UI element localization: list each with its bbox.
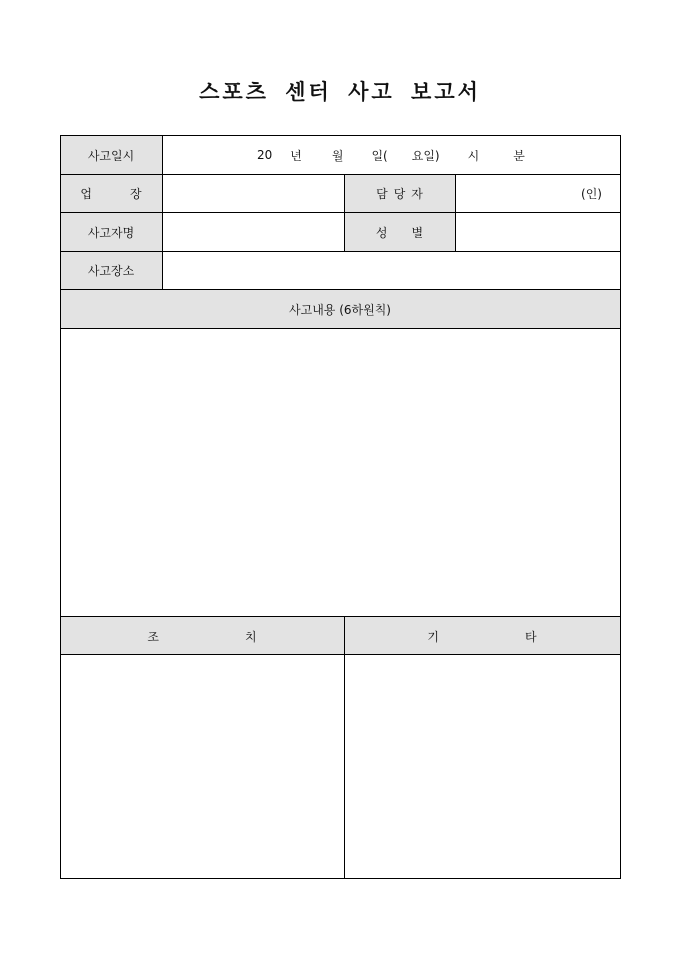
other-header-char-2: 타 (525, 629, 537, 644)
manager-label-char-3: 자 (411, 187, 423, 201)
page-title: 스포츠 센터 사고 보고서 (199, 79, 481, 104)
accident-place-field[interactable] (162, 251, 620, 290)
content-header (60, 290, 620, 328)
year-label: 년 (290, 148, 302, 163)
gender-label-char-1: 성 (375, 225, 388, 240)
victim-name-label (60, 213, 162, 251)
row-divider (60, 251, 621, 252)
manager-field[interactable] (455, 174, 620, 213)
table-border-top (60, 135, 621, 136)
day-label: 일( (371, 148, 388, 163)
manager-label-char-1: 담 (376, 187, 388, 201)
other-header-char-1: 기 (427, 629, 439, 644)
weekday-label: 요일) (411, 148, 440, 163)
hour-label: 시 (467, 148, 480, 163)
table-border-left (60, 135, 61, 879)
accident-datetime-label (60, 136, 162, 174)
column-divider (344, 616, 345, 879)
action-header (60, 617, 344, 655)
manager-label-char-2: 당 (393, 187, 406, 201)
content-field[interactable] (60, 328, 620, 617)
action-field[interactable] (60, 655, 344, 879)
minute-label: 분 (513, 148, 525, 163)
column-divider (344, 174, 345, 251)
year-prefix: 20 (257, 148, 273, 162)
manager-label (344, 174, 455, 213)
business-label-char-2: 장 (130, 187, 142, 201)
other-header (344, 617, 620, 655)
gender-label-char-2: 별 (411, 225, 424, 240)
action-header-char-2: 치 (245, 629, 257, 644)
row-divider (60, 174, 621, 175)
seal-mark: (인) (581, 187, 602, 201)
content-header-text: 사고내용 (6하원칙) (289, 302, 391, 317)
accident-datetime-field[interactable] (162, 136, 620, 174)
table-border-right (620, 135, 621, 879)
row-divider (60, 212, 621, 213)
row-divider (60, 654, 621, 655)
business-label (60, 174, 162, 213)
business-field[interactable] (162, 174, 344, 213)
month-label: 월 (331, 148, 344, 163)
gender-field[interactable] (455, 213, 620, 251)
victim-name-field[interactable] (162, 213, 344, 251)
table-border-bottom (60, 878, 621, 879)
accident-place-label (60, 251, 162, 290)
column-divider (455, 174, 456, 251)
accident-datetime-label-text: 사고일시 (87, 148, 135, 163)
gender-label (344, 213, 455, 251)
row-divider (60, 289, 621, 290)
column-divider (162, 135, 163, 290)
victim-name-label-text: 사고자명 (87, 225, 135, 240)
row-divider (60, 616, 621, 617)
business-label-char-1: 업 (80, 187, 92, 201)
accident-place-label-text: 사고장소 (87, 264, 135, 278)
other-field[interactable] (344, 655, 620, 879)
row-divider (60, 328, 621, 329)
action-header-char-1: 조 (147, 629, 159, 644)
